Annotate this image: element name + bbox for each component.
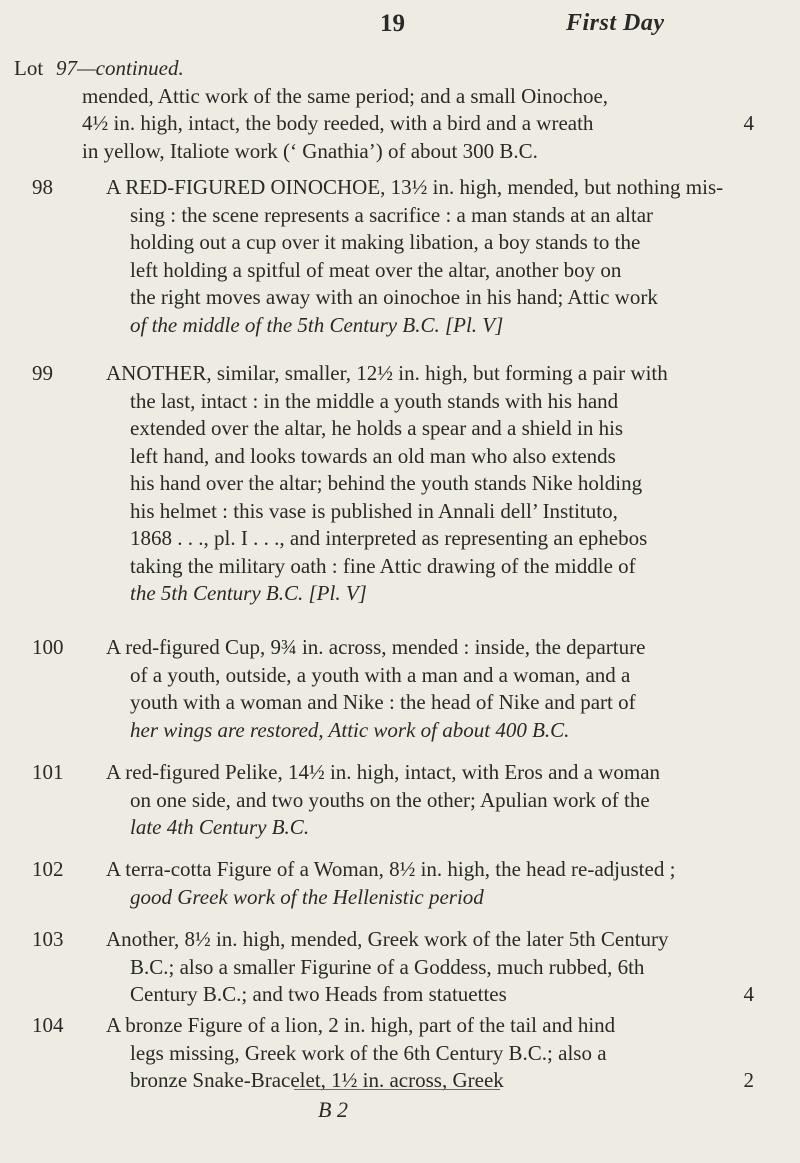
lot-number: 99 <box>32 361 53 385</box>
lot-line: ANOTHER, similar, smaller, 12½ in. high, but forming a pair with <box>106 361 668 385</box>
lot-line: extended over the altar, he holds a spear and a shield in his <box>130 416 624 440</box>
lot-text <box>106 634 768 744</box>
continued-heading: 97—continued. <box>56 56 184 80</box>
lot-line: A terra-cotta Figure of a Woman, 8½ in. high, the head re-adjusted ; <box>106 857 676 881</box>
lot-text <box>106 926 768 1009</box>
lot-line: 4½ in. high, intact, the body reeded, with a bird and a wreath <box>82 111 594 135</box>
lot-line: his helmet : this vase is published in Annali dell’ Instituto, <box>130 498 618 523</box>
lot-line: left hand, and looks towards an old man who also extends <box>130 443 616 468</box>
lot-text <box>106 856 768 911</box>
lot-quantity: 4 <box>743 982 754 1006</box>
lot-line: sing : the scene represents a sacrifice : a man stands at an altar <box>130 202 654 227</box>
lot-number: 104 <box>32 1013 64 1037</box>
lot-line: 1868 . . ., pl. I . . ., and interpreted as representing an ephebos <box>130 526 648 550</box>
lot-line: Another, 8½ in. high, mended, Greek work of the later 5th Century <box>106 927 669 951</box>
lot-number: 100 <box>32 635 64 659</box>
lot-line: A RED-FIGURED OINOCHOE, 13½ in. high, mended, but nothing mis- <box>106 175 724 199</box>
lot-number: 102 <box>32 857 64 881</box>
lot-line: the last, intact : in the middle a youth stands with his hand <box>130 388 619 413</box>
footer-rule <box>294 1089 500 1090</box>
lot-line: his hand over the altar; behind the youth stands Nike holding <box>130 471 643 495</box>
lot-line: of a youth, outside, a youth with a man and a woman, and a <box>130 662 631 687</box>
page-number: 19 <box>380 10 405 37</box>
lot-quantity: 4 <box>743 111 754 135</box>
lot-line: Century B.C.; and two Heads from statuettes <box>130 982 507 1006</box>
lot-number: 103 <box>32 927 64 951</box>
lot-line: legs missing, Greek work of the 6th Century B.C.; also a <box>130 1040 607 1065</box>
lot-line: her wings are restored, Attic work of about 400 B.C. <box>130 717 570 742</box>
lot-label: Lot <box>14 56 44 80</box>
lot-line: holding out a cup over it making libation, a boy stands to the <box>130 230 641 254</box>
lot-line: youth with a woman and Nike : the head of Nike and part of <box>130 690 636 714</box>
lot-number: 101 <box>32 760 64 784</box>
lot-line: A red-figured Pelike, 14½ in. high, intact, with Eros and a woman <box>106 760 661 784</box>
lot-text <box>106 360 768 608</box>
lot-text <box>106 1012 768 1095</box>
lot-number: 98 <box>32 175 53 199</box>
running-head <box>0 10 800 44</box>
section-title: First Day <box>566 10 665 36</box>
lot-text <box>56 55 768 165</box>
lot-text <box>106 759 768 842</box>
signature-mark: B 2 <box>318 1097 348 1122</box>
lot-line: A bronze Figure of a lion, 2 in. high, part of the tail and hind <box>106 1013 616 1037</box>
lot-text <box>106 174 768 339</box>
lot-line: A red-figured Cup, 9¾ in. across, mended : inside, the departure <box>106 635 646 659</box>
lot-quantity: 2 <box>743 1068 754 1092</box>
lot-line: taking the military oath : fine Attic drawing of the middle of <box>130 553 636 578</box>
lot-line: the 5th Century B.C. [Pl. V] <box>130 581 367 605</box>
lot-line: left holding a spitful of meat over the altar, another boy on <box>130 257 622 282</box>
lot-line: the right moves away with an oinochoe in his hand; Attic work <box>130 285 658 309</box>
lot-line: bronze Snake-Bracelet, 1½ in. across, Greek <box>130 1068 504 1092</box>
lot-line: in yellow, Italiote work (‘ Gnathia’) of about 300 B.C. <box>82 138 538 163</box>
lot-line: mended, Attic work of the same period; and a small Oinochoe, <box>82 83 609 108</box>
lot-line: late 4th Century B.C. <box>130 815 310 839</box>
lot-line: B.C.; also a smaller Figurine of a Goddess, much rubbed, 6th <box>130 954 645 979</box>
lot-line: of the middle of the 5th Century B.C. [Pl. V] <box>130 312 504 337</box>
lot-line: on one side, and two youths on the other; Apulian work of the <box>130 787 650 812</box>
lot-line: good Greek work of the Hellenistic period <box>130 884 484 909</box>
